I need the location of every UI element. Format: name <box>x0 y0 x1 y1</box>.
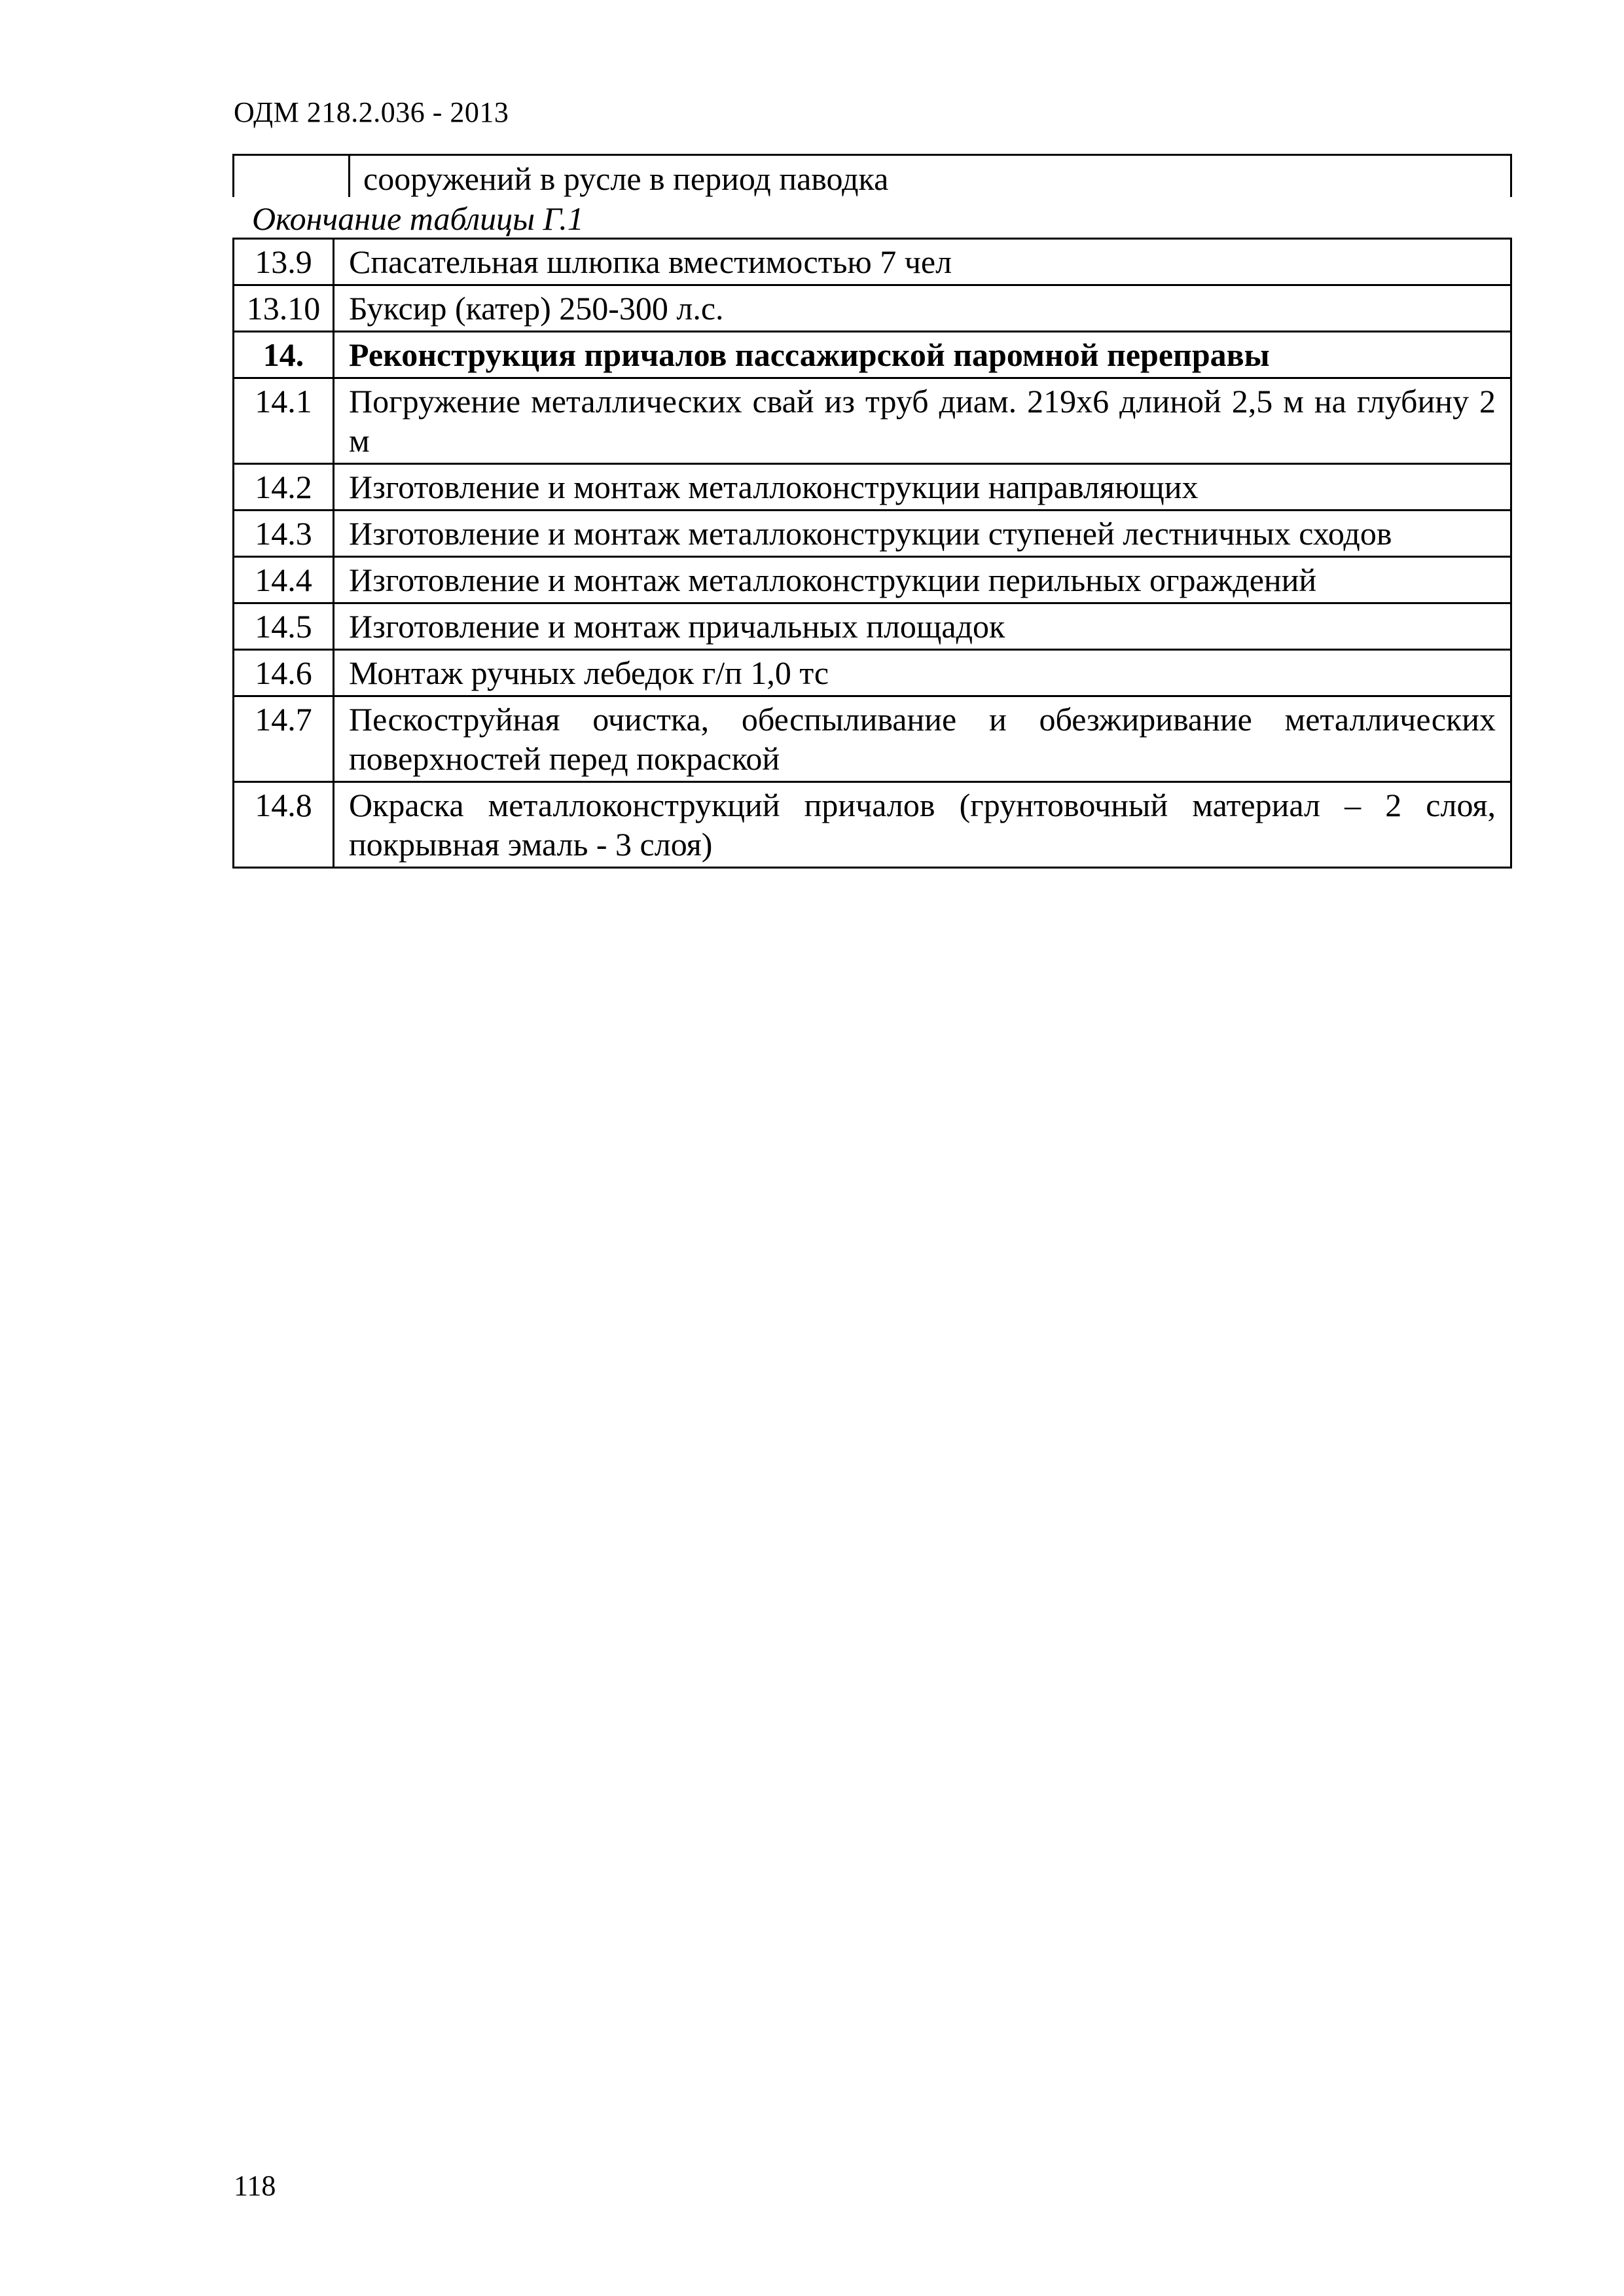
row-description: Спасательная шлюпка вместимостью 7 чел <box>334 239 1511 285</box>
table-row <box>234 782 1511 868</box>
row-number: 14.7 <box>234 696 334 782</box>
table-top-border <box>232 154 1512 156</box>
row-description: Изготовление и монтаж металлоконструкции ступеней лестничных сходов <box>334 511 1511 557</box>
row-number: 14.3 <box>234 511 334 557</box>
table-continuation-row <box>232 154 1512 197</box>
row-number: 14.2 <box>234 464 334 511</box>
table-column-divider <box>348 154 350 197</box>
row-description: Изготовление и монтаж металлоконструкции перильных ограждений <box>334 557 1511 603</box>
row-description: Буксир (катер) 250-300 л.с. <box>334 285 1511 332</box>
table-caption: Окончание таблицы Г.1 <box>252 200 584 237</box>
row-number: 14.1 <box>234 378 334 464</box>
table-row <box>234 650 1511 696</box>
row-number: 14. <box>234 332 334 378</box>
table-row <box>234 378 1511 464</box>
row-description: Изготовление и монтаж причальных площадок <box>334 603 1511 650</box>
row-description: Реконструкция причалов пассажирской паромной переправы <box>334 332 1511 378</box>
row-description: Монтаж ручных лебедок г/п 1,0 тс <box>334 650 1511 696</box>
table-row <box>234 557 1511 603</box>
table-row <box>234 511 1511 557</box>
table-right-border <box>1510 154 1512 197</box>
table-row <box>234 603 1511 650</box>
continuation-text: сооружений в русле в период паводка <box>363 160 889 197</box>
table-row <box>234 332 1511 378</box>
row-number: 13.10 <box>234 285 334 332</box>
page-number: 118 <box>234 2170 276 2202</box>
row-number: 13.9 <box>234 239 334 285</box>
table-row <box>234 285 1511 332</box>
works-table-body <box>234 239 1511 868</box>
row-number: 14.8 <box>234 782 334 868</box>
row-number: 14.6 <box>234 650 334 696</box>
row-number: 14.5 <box>234 603 334 650</box>
table-row <box>234 464 1511 511</box>
table-left-border <box>232 154 234 197</box>
document-code-header: ОДМ 218.2.036 - 2013 <box>234 96 509 128</box>
table-row <box>234 696 1511 782</box>
row-number: 14.4 <box>234 557 334 603</box>
row-description: Погружение металлических свай из труб диам. 219х6 длиной 2,5 м на глубину 2 м <box>334 378 1511 464</box>
row-description: Окраска металлоконструкций причалов (грунтовочный материал – 2 слоя, покрывная эмаль - 3 слоя) <box>334 782 1511 868</box>
row-description: Пескоструйная очистка, обеспыливание и обезжиривание металлических поверхностей перед покраской <box>334 696 1511 782</box>
works-table <box>232 238 1512 869</box>
table-row <box>234 239 1511 285</box>
row-description: Изготовление и монтаж металлоконструкции направляющих <box>334 464 1511 511</box>
